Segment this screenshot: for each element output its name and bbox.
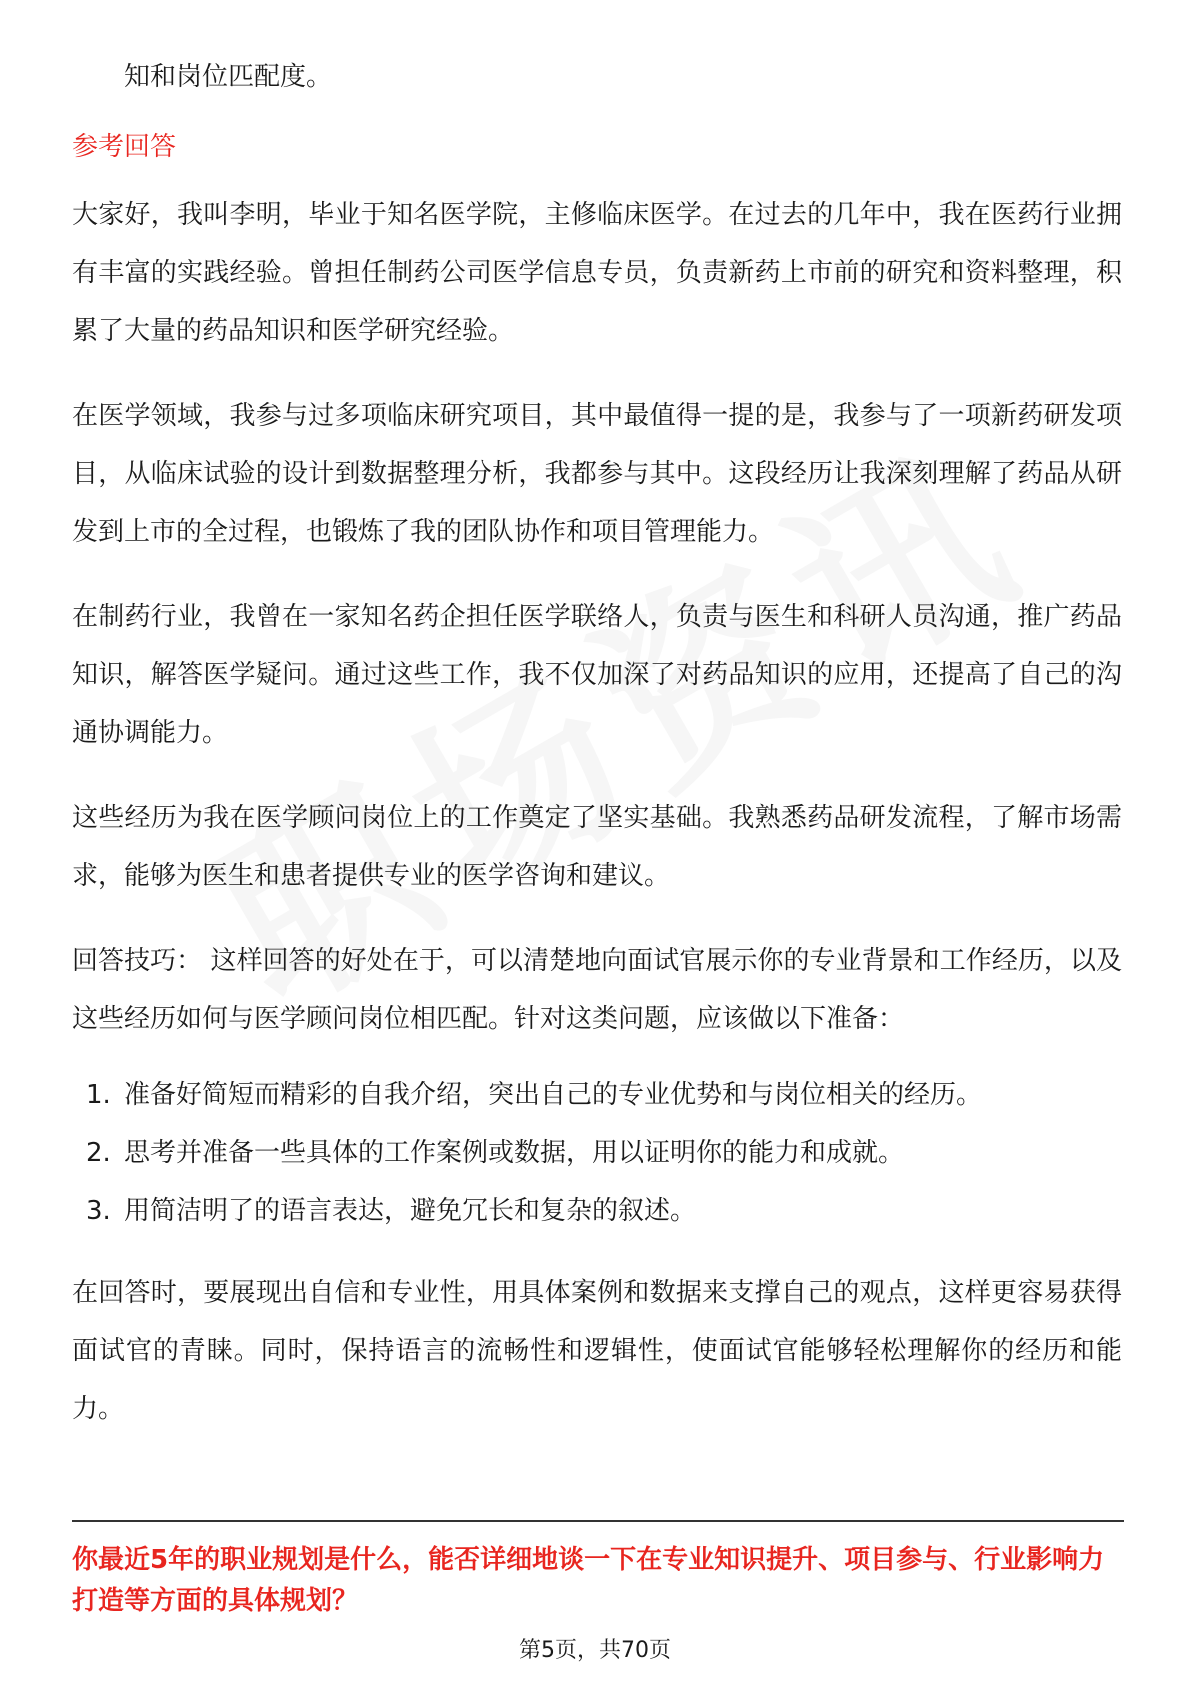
page-content: [72, 48, 1122, 1465]
list-number: 1.: [86, 1080, 111, 1110]
tips-list: [72, 1066, 1122, 1240]
answer-paragraph: 在制药行业，我曾在一家知名药企担任医学联络人，负责与医生和科研人员沟通，推广药品知识，解答医学疑问。通过这些工作，我不仅加深了对药品知识的应用，还提高了自己的沟通协调能力。: [72, 602, 1122, 748]
tips-list-item: [72, 1182, 1122, 1240]
answer-paragraph: 这些经历为我在医学顾问岗位上的工作奠定了坚实基础。我熟悉药品研发流程，了解市场需求，能够为医生和患者提供专业的医学咨询和建议。: [72, 803, 1122, 891]
list-item-text: 准备好简短而精彩的自我介绍，突出自己的专业优势和与岗位相关的经历。: [124, 1080, 983, 1110]
next-question-heading: 你最近5年的职业规划是什么，能否详细地谈一下在专业知识提升、项目参与、行业影响力打造等方面的具体规划？: [72, 1545, 1105, 1616]
answer-paragraph: 在医学领域，我参与过多项临床研究项目，其中最值得一提的是，我参与了一项新药研发项目，从临床试验的设计到数据整理分析，我都参与其中。这段经历让我深刻理解了药品从研发到上市的全过程，也锻炼了我的团队协作和项目管理能力。: [72, 401, 1122, 547]
section-divider: [72, 1520, 1124, 1522]
reference-answer-heading: 参考回答: [72, 132, 177, 162]
page-number: 第5页，共70页: [519, 1638, 671, 1663]
answer-tips-intro: 回答技巧： 这样回答的好处在于，可以清楚地向面试官展示你的专业背景和工作经历，以及这些经历如何与医学顾问岗位相匹配。针对这类问题，应该做以下准备：: [72, 946, 1122, 1034]
list-number: 2.: [86, 1138, 111, 1168]
list-item-text: 思考并准备一些具体的工作案例或数据，用以证明你的能力和成就。: [124, 1138, 905, 1168]
tips-list-item: [72, 1124, 1122, 1182]
list-item-text: 用简洁明了的语言表达，避免冗长和复杂的叙述。: [124, 1196, 697, 1226]
tips-list-item: [72, 1066, 1122, 1124]
list-number: 3.: [86, 1196, 111, 1226]
continued-text: 知和岗位匹配度。: [124, 62, 333, 92]
answer-paragraph: 大家好，我叫李明，毕业于知名医学院，主修临床医学。在过去的几年中，我在医药行业拥有丰富的实践经验。曾担任制药公司医学信息专员，负责新药上市前的研究和资料整理，积累了大量的药品知识和医学研究经验。: [72, 200, 1122, 346]
closing-paragraph: 在回答时，要展现出自信和专业性，用具体案例和数据来支撑自己的观点，这样更容易获得面试官的青睐。同时，保持语言的流畅性和逻辑性，使面试官能够轻松理解你的经历和能力。: [72, 1278, 1122, 1424]
